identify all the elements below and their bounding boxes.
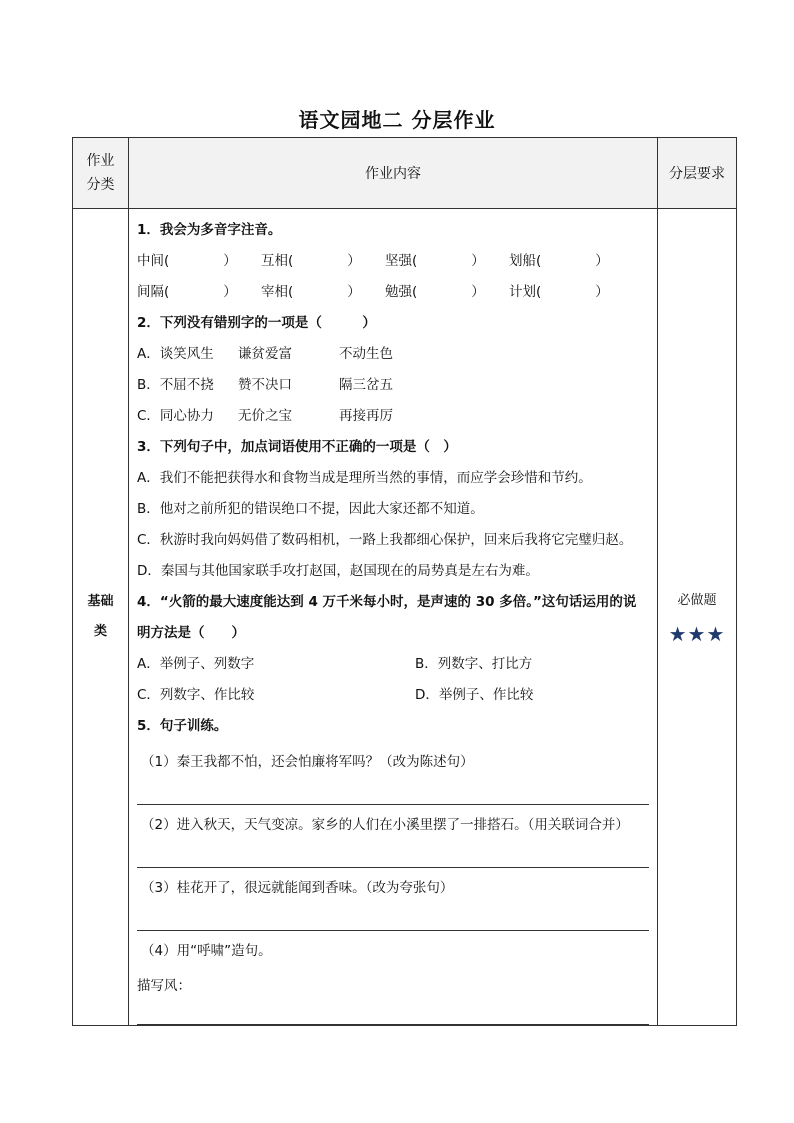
q1-item: 宰相( ） — [261, 284, 361, 300]
q5-item-1: （1）秦王我都不怕，还会怕廉将军吗？（改为陈述句） — [141, 754, 474, 770]
q1-row2 — [137, 277, 647, 308]
page-title: 语文园地二 分层作业 — [298, 108, 496, 132]
q4-options-row2 — [137, 680, 647, 711]
q2-word: B．不屈不挠 — [137, 377, 214, 393]
q2-word: 隔三岔五 — [339, 377, 393, 393]
category-basic — [73, 209, 129, 1026]
q1-item: 中间( ） — [137, 253, 237, 269]
q2-title: 2．下列没有错别字的一项是（ ） — [137, 315, 376, 331]
basic-row — [73, 209, 737, 1026]
q3-option-b: B．他对之前所犯的错误绝口不提，因此大家还都不知道。 — [137, 501, 484, 517]
category-line2: 类 — [93, 624, 107, 639]
q2-word: 无价之宝 — [238, 408, 292, 424]
q2-option-a — [137, 339, 647, 370]
q5-item-4: （4）用“呼啸”造句。 — [141, 943, 272, 959]
q4-option-a: A．举例子、列数字 — [137, 656, 255, 672]
q3-option-a: A．我们不能把获得水和食物当成是理所当然的事情，而应学会珍惜和节约。 — [137, 470, 592, 486]
q1-item: 互相( ） — [261, 253, 361, 269]
q2-word: 再接再厉 — [339, 408, 393, 424]
q5-title: 5．句子训练。 — [137, 718, 228, 734]
content-cell — [129, 209, 658, 1026]
q2-option-b — [137, 370, 647, 401]
header-category-line2: 分类 — [86, 177, 115, 193]
q2-word: 谦贫爱富 — [238, 346, 292, 362]
q1-item: 勉强( ） — [385, 284, 485, 300]
category-line1: 基础 — [87, 594, 114, 609]
table-header-row — [73, 138, 737, 209]
q4-title-line2: 明方法是（ ） — [137, 625, 245, 641]
q4-options-row1 — [137, 649, 647, 680]
q3-option-d: D．秦国与其他国家联手攻打赵国，赵国现在的局势真是左右为难。 — [137, 563, 539, 579]
requirement-label: 必做题 — [677, 592, 717, 608]
q5-item-3: （3）桂花开了，很远就能闻到香味。（改为夸张句） — [141, 880, 454, 896]
q5-item-2: （2）进入秋天，天气变凉。家乡的人们在小溪里摆了一排搭石。（用关联词合并） — [141, 817, 629, 833]
header-category-line1: 作业 — [86, 153, 115, 169]
q2-word: C．同心协力 — [137, 408, 214, 424]
header-requirement: 分层要求 — [658, 138, 737, 209]
q1-item: 计划( ） — [509, 284, 609, 300]
requirement-cell — [658, 209, 737, 1026]
q1-row1 — [137, 246, 647, 277]
q4-option-b: B．列数字、打比方 — [415, 656, 533, 672]
q4-title-line1: 4．“火箭的最大速度能达到 4 万千米每小时，是声速的 30 多倍。”这句话运用的说 — [137, 594, 637, 610]
q1-item: 间隔( ） — [137, 284, 237, 300]
homework-table — [72, 137, 737, 1026]
header-category — [73, 138, 129, 209]
q2-word: 赞不决口 — [238, 377, 292, 393]
answer-line-2[interactable] — [137, 845, 649, 868]
answer-line-1[interactable] — [137, 782, 649, 805]
q5-item-4-prompt: 描写风： — [137, 978, 191, 994]
q4-option-c: C．列数字、作比较 — [137, 687, 255, 703]
q1-title: 1．我会为多音字注音。 — [137, 222, 282, 238]
q1-item: 划船( ） — [509, 253, 609, 269]
q2-option-c — [137, 401, 647, 432]
q4-option-d: D．举例子、作比较 — [415, 687, 534, 703]
q3-title: 3．下列句子中，加点词语使用不正确的一项是（ ） — [137, 439, 457, 455]
header-content: 作业内容 — [129, 138, 658, 209]
q1-item: 坚强( ） — [385, 253, 485, 269]
answer-line-4[interactable] — [137, 1002, 649, 1025]
answer-line-3[interactable] — [137, 908, 649, 931]
q3-option-c: C．秋游时我向妈妈借了数码相机，一路上我都细心保护，回来后我将它完璧归赵。 — [137, 532, 633, 548]
star-rating: ★★★ — [668, 621, 726, 646]
q2-word: A．谈笑风生 — [137, 346, 214, 362]
q2-word: 不动生色 — [339, 346, 393, 362]
